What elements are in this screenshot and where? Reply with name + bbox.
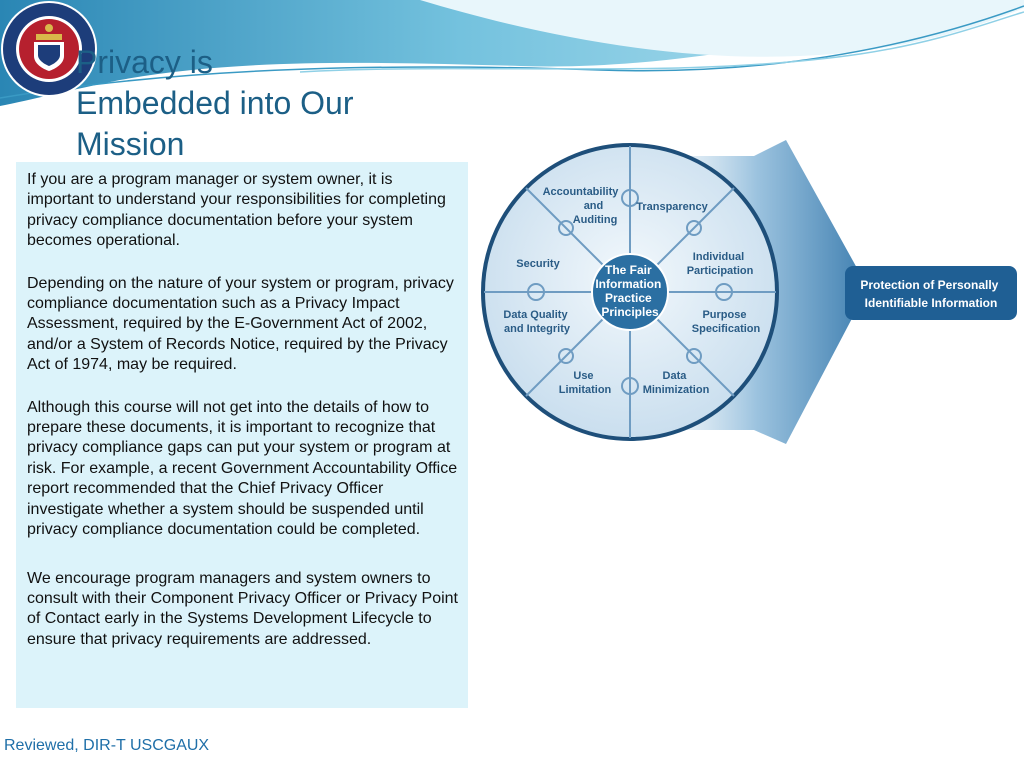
center-label-line: Information <box>595 277 662 291</box>
segment-data-minimization-label: Data Minimization <box>642 370 710 396</box>
center-label-line: Practice <box>604 291 652 305</box>
outcome-box <box>845 266 1017 320</box>
body-text-box <box>16 162 468 708</box>
segment-purpose-specification-label: Purpose Specification <box>691 309 761 335</box>
body-paragraph: Depending on the nature of your system or program, privacy compliance documentation such as a Privacy Impact Assessment, required by the E-Government Act of 2002, and/or a System of Records Notice, required by the Privacy Act of 1974, may be required. <box>27 274 454 374</box>
center-label-line: Principles <box>601 305 659 319</box>
review-footer: Reviewed, DIR-T USCGAUX <box>4 737 210 754</box>
segment-accountability-label: Accountability and Auditing <box>542 186 619 226</box>
segment-individual-participation-label: Individual Participation <box>686 251 754 277</box>
outcome-label: Protection of Personally Identifiable Information <box>860 278 999 310</box>
fipps-diagram <box>470 138 1024 450</box>
title-line: Privacy is <box>76 44 213 80</box>
segment-data-quality-label: Data Quality and Integrity <box>503 309 571 335</box>
body-paragraph: We encourage program managers and system owners to consult with their Component Privacy Officer or Privacy Point of Contact early in the Systems Development Lifecycle to ensure that privacy requirements are addressed. <box>27 569 458 648</box>
slide-title <box>76 42 456 165</box>
center-label <box>595 263 664 319</box>
title-line: Mission <box>76 126 185 162</box>
segment-security-label: Security <box>516 258 560 270</box>
segment-use-limitation-label: Use Limitation <box>558 370 612 396</box>
body-paragraph: If you are a program manager or system owner, it is important to understand your responsibilities for completing privacy compliance documentation before your system becomes operational. <box>27 171 446 250</box>
body-paragraph: Although this course will not get into the details of how to prepare these documents, it is important to recognize that privacy compliance gaps can put your system or program at risk. For example, a recent Government Accountability Office report recommended that the Chief Privacy Officer investigate whether a system should be suspended until privacy compliance documentation could be completed. <box>27 398 458 539</box>
segment-transparency-label: Transparency <box>636 201 708 213</box>
center-label-line: The Fair <box>604 263 652 277</box>
title-line: Embedded into Our <box>76 85 354 121</box>
